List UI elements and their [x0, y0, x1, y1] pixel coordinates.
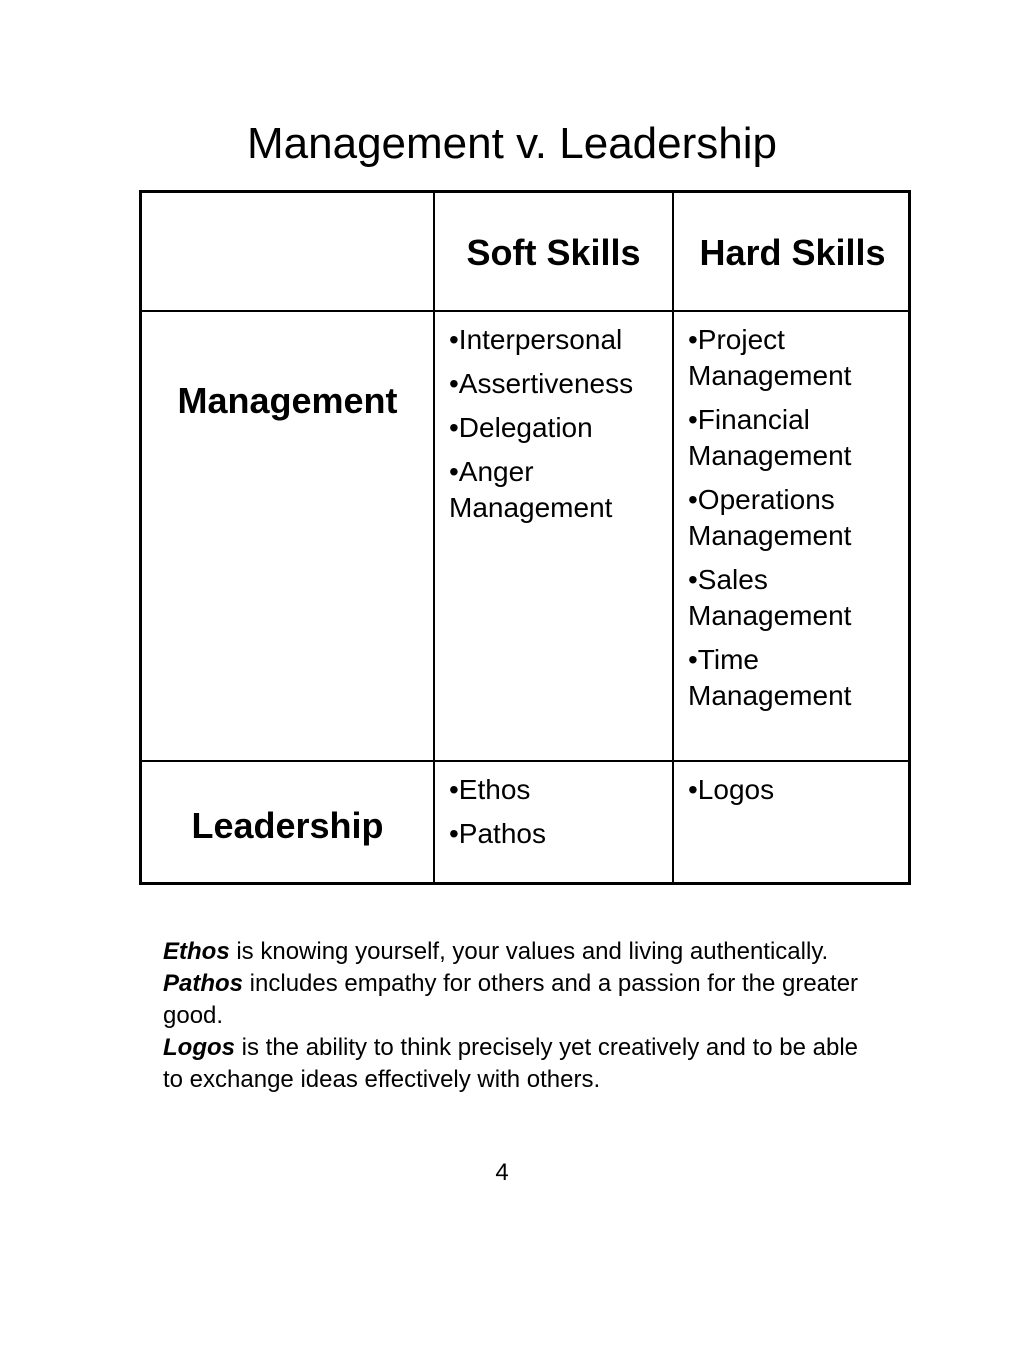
row-header-management: Management [177, 380, 398, 421]
table-column-divider [672, 193, 674, 882]
leadership-hard-skills-cell [688, 772, 910, 816]
management-soft-skills-list [449, 322, 671, 526]
list-item: •Sales Management [688, 564, 852, 631]
management-soft-skills-cell [449, 322, 671, 534]
definition-text: is knowing yourself, your values and living authentically. [229, 938, 829, 965]
row-header-leadership: Leadership [191, 805, 384, 846]
definition-logos [163, 1032, 883, 1096]
definition-pathos [163, 968, 883, 1032]
list-item: •Ethos [449, 774, 531, 805]
column-header-hard-skills: Hard Skills [699, 232, 886, 273]
list-item: •Delegation [449, 412, 593, 443]
management-hard-skills-list [688, 322, 910, 714]
list-item: •Operations Management [688, 484, 852, 551]
definition-term: Logos [163, 1034, 235, 1061]
page-title: Management v. Leadership [247, 119, 777, 168]
column-header-soft-skills: Soft Skills [466, 232, 641, 273]
table-row-divider [142, 760, 908, 762]
list-item: •Anger Management [449, 456, 613, 523]
definition-text: includes empathy for others and a passion for the greater good. [163, 970, 859, 1029]
list-item: •Financial Management [688, 404, 852, 471]
list-item: •Pathos [449, 818, 546, 849]
skills-table [139, 190, 911, 885]
list-item: •Assertiveness [449, 368, 634, 399]
list-item: •Interpersonal [449, 324, 623, 355]
definition-term: Pathos [163, 970, 244, 997]
definition-term: Ethos [163, 938, 230, 965]
leadership-hard-skills-list [688, 772, 910, 808]
table-row-divider [142, 310, 908, 312]
definition-text: is the ability to think precisely yet creatively and to be able to exchange ideas effectively with others. [163, 1034, 858, 1093]
definitions-block [163, 936, 883, 1096]
list-item: •Time Management [688, 644, 852, 711]
list-item: •Project Management [688, 324, 852, 391]
definition-ethos [163, 936, 883, 968]
leadership-soft-skills-list [449, 772, 671, 852]
table-corner-cell [142, 193, 433, 310]
table-column-divider [433, 193, 435, 882]
management-hard-skills-cell [688, 322, 910, 722]
page-number: 4 [495, 1159, 509, 1186]
list-item: •Logos [688, 774, 775, 805]
leadership-soft-skills-cell [449, 772, 671, 860]
